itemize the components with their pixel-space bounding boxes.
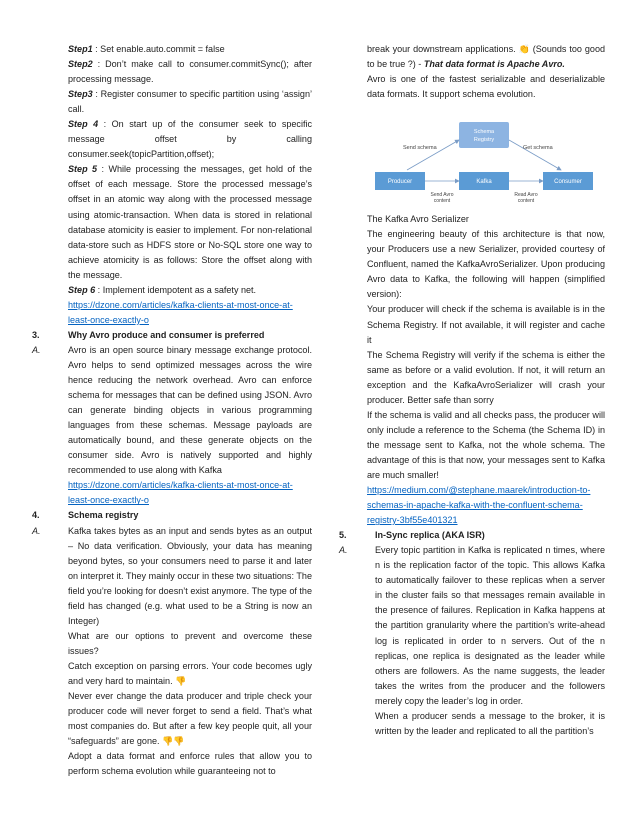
- right-p6: If the schema is valid and all checks pass, the producer will only include a reference to the Schema (the Schema ID) in the message sent to Kafka, not the whole schema. The advantage of this is that now, your messages sent to Kafka are much smaller!: [367, 409, 605, 480]
- right-column: [339, 42, 606, 739]
- step1-label: Step1: [68, 44, 93, 54]
- right-p2: Avro is one of the fastest serializable and deserializable data formats. It support schema evolution.: [367, 74, 605, 100]
- right-p5: The Schema Registry will verify if the schema is either the same as before or a valid evolution. If not, it will return an exception and the KafkaAvroSerializer will crash your producer. Better safe than sorry: [367, 349, 605, 405]
- step5-text: : While processing the messages, get hold of the offset of each message. Store the processed message’s offset in an atomic way along with the processed message using atomic-transaction. When data is stored in relational database atomicity is easier to implement. For non-relational data-store such as HDFS store or No-SQL store one way to achieve atomicity is as follows: Store the offset along with the message.: [68, 164, 312, 280]
- read-avro-label-2: content: [517, 198, 535, 205]
- thumbs-down-icon: 👎: [173, 736, 185, 747]
- producer-label: Producer: [387, 179, 413, 186]
- send-avro-label: Send Avro: [430, 192, 454, 199]
- link-dzone-1-text[interactable]: https://dzone.com/articles/kafka-clients-at-most-once-at-least-once-exactly-o: [68, 299, 293, 325]
- answer-5-p2: When a producer sends a message to the broker, it is written by the leader and replicated to all the partition’s: [375, 710, 605, 736]
- step3: [60, 87, 312, 117]
- heading-5: [339, 528, 605, 543]
- step4: [60, 117, 312, 162]
- answer-5-p1-text: Every topic partition in Kafka is replicated n times, where n is the replication factor of the topic. This allows Kafka to automatically failover to these replicas when a server in the cluster fails so that messages remain available in the presence of failures. Replication in Kafka happens at the partition granularity where the partition’s write-ahead log is replicated in order to n servers. Out of the n replicas, one replica is designated as the leader while others are followers. As the name suggests, the leader takes the writes from the producer and the followers merely copy the leader’s log in order.: [375, 545, 605, 706]
- answer-3: [32, 343, 312, 478]
- answer-4-p3-text: Catch exception on parsing errors. Your code becomes ugly and very hard to maintain.: [68, 660, 312, 686]
- heading-4-number: 4.: [32, 510, 40, 521]
- schema-registry-label-2: Registry: [473, 137, 495, 144]
- step1: [60, 42, 312, 57]
- clapping-hands-icon: 👏: [518, 44, 530, 54]
- answer-5-p1: [339, 543, 605, 709]
- answer-3-mark: A.: [32, 344, 41, 355]
- step6-label: Step 6: [68, 284, 96, 295]
- read-avro-label: Read Avro: [514, 192, 538, 199]
- answer-3-text: Avro is an open source binary message exchange protocol. Avro helps to send optimized messages across the wire hence reducing the network overhead. Avro can enforce schema for messages that can be defined using JSON. Avro can generate binding objects in various programming languages from these schemas. Message payloads are automatically bound, and these generate objects on the consumer side. Avro is natively supported and highly recommended to use along with Kafka: [68, 344, 312, 476]
- consumer-label: Consumer: [554, 179, 582, 186]
- step2-label: Step2: [68, 59, 93, 70]
- answer-4-p1: [32, 524, 312, 629]
- answer-4-p4: [60, 689, 312, 749]
- link-dzone-2[interactable]: [60, 478, 312, 508]
- heading-3-title: Why Avro produce and consumer is preferred: [68, 329, 265, 340]
- answer-5-mark: A.: [339, 545, 348, 556]
- right-p3: The engineering beauty of this architecture is that now, your Producers use a new Serializer, provided courtesy of Confluent, named the KafkaAvroSerializer. Upon producing Avro data to Kafka, the following will happen (simplified version):: [367, 229, 605, 300]
- step1-text: : Set enable.auto.commit = false: [92, 44, 225, 54]
- thumbs-down-icon: 👎: [162, 736, 174, 747]
- send-avro-label-2: content: [433, 198, 451, 205]
- step5-label: Step 5: [68, 164, 98, 175]
- answer-4-mark: A.: [32, 525, 41, 536]
- link-medium-text[interactable]: https://medium.com/@stephane.maarek/introduction-to-schemas-in-apache-kafka-with-the-confluent-schema-registry-3bf55e401321: [367, 485, 591, 526]
- get-schema-label: Get schema: [523, 145, 553, 152]
- step5: [60, 162, 312, 282]
- heading-4-title: Schema registry: [68, 510, 139, 521]
- step4-label: Step 4: [68, 119, 99, 130]
- avro-diagram: [367, 110, 605, 206]
- answer-4-p1-text: Kafka takes bytes as an input and sends bytes as an output – No data verification. Obviously, your data has meaning beyond bytes, so your consumers need to parse it and later on interpret it. They mainly occur in these two situations: The field you’re looking for doesn’t exist anymore. The type of the field has changed (e.g. what used to be a String is now an Integer): [68, 525, 312, 626]
- step3-label: Step3: [68, 89, 93, 100]
- right-p4: Your producer will check if the schema is available is in the Schema Registry. If not available, it will register and cache it: [367, 304, 605, 345]
- answer-4-p2: What are our options to prevent and overcome these issues?: [68, 630, 312, 656]
- heading-5-title: In-Sync replica (AKA ISR): [375, 530, 485, 541]
- schema-registry-box: [459, 122, 509, 148]
- schema-registry-label: Schema: [473, 129, 495, 136]
- answer-4-p3: [60, 659, 312, 689]
- heading-4: [32, 508, 312, 523]
- left-column: [32, 42, 312, 779]
- step6-text: : Implement idempotent as a safety net.: [95, 284, 257, 295]
- answer-4-p5: Adopt a data format and enforce rules that allow you to perform schema evolution while guaranteeing not to: [68, 751, 312, 777]
- heading-5-number: 5.: [339, 530, 347, 541]
- right-p1a: break your downstream applications.: [367, 44, 516, 54]
- avro-diagram-svg: [367, 110, 605, 206]
- step2: [60, 57, 312, 87]
- thumbs-down-icon: 👎: [175, 675, 187, 686]
- link-dzone-2-text[interactable]: https://dzone.com/articles/kafka-clients-at-most-once-at-least-once-exactly-o: [68, 480, 293, 506]
- send-schema-label: Send schema: [403, 145, 437, 152]
- right-p1c: That data format is Apache Avro.: [423, 59, 565, 70]
- diagram-caption: The Kafka Avro Serializer: [367, 214, 469, 225]
- step6: [60, 283, 312, 298]
- step4-text: : On start up of the consumer seek to specific message offset by calling consumer.seek(topicPartition,offset);: [68, 119, 312, 160]
- step2-text: : Don’t make call to consumer.commitSync(); after processing message.: [68, 59, 312, 85]
- heading-3: [32, 328, 312, 343]
- kafka-label: Kafka: [476, 179, 492, 186]
- right-p1: [367, 42, 605, 72]
- step3-text: : Register consumer to specific partition using ‘assign’ call.: [68, 89, 312, 115]
- right-p1b: (Sounds too good to be true ?) -: [367, 44, 606, 70]
- answer-4-p4-text: Never ever change the data producer and triple check your producer code will never forget to send a field. That’s what most companies do. But after a few key people quit, all your “safeguards” are gone.: [68, 691, 312, 747]
- heading-3-number: 3.: [32, 329, 40, 340]
- link-dzone-1[interactable]: [60, 298, 312, 328]
- link-medium[interactable]: [367, 483, 605, 528]
